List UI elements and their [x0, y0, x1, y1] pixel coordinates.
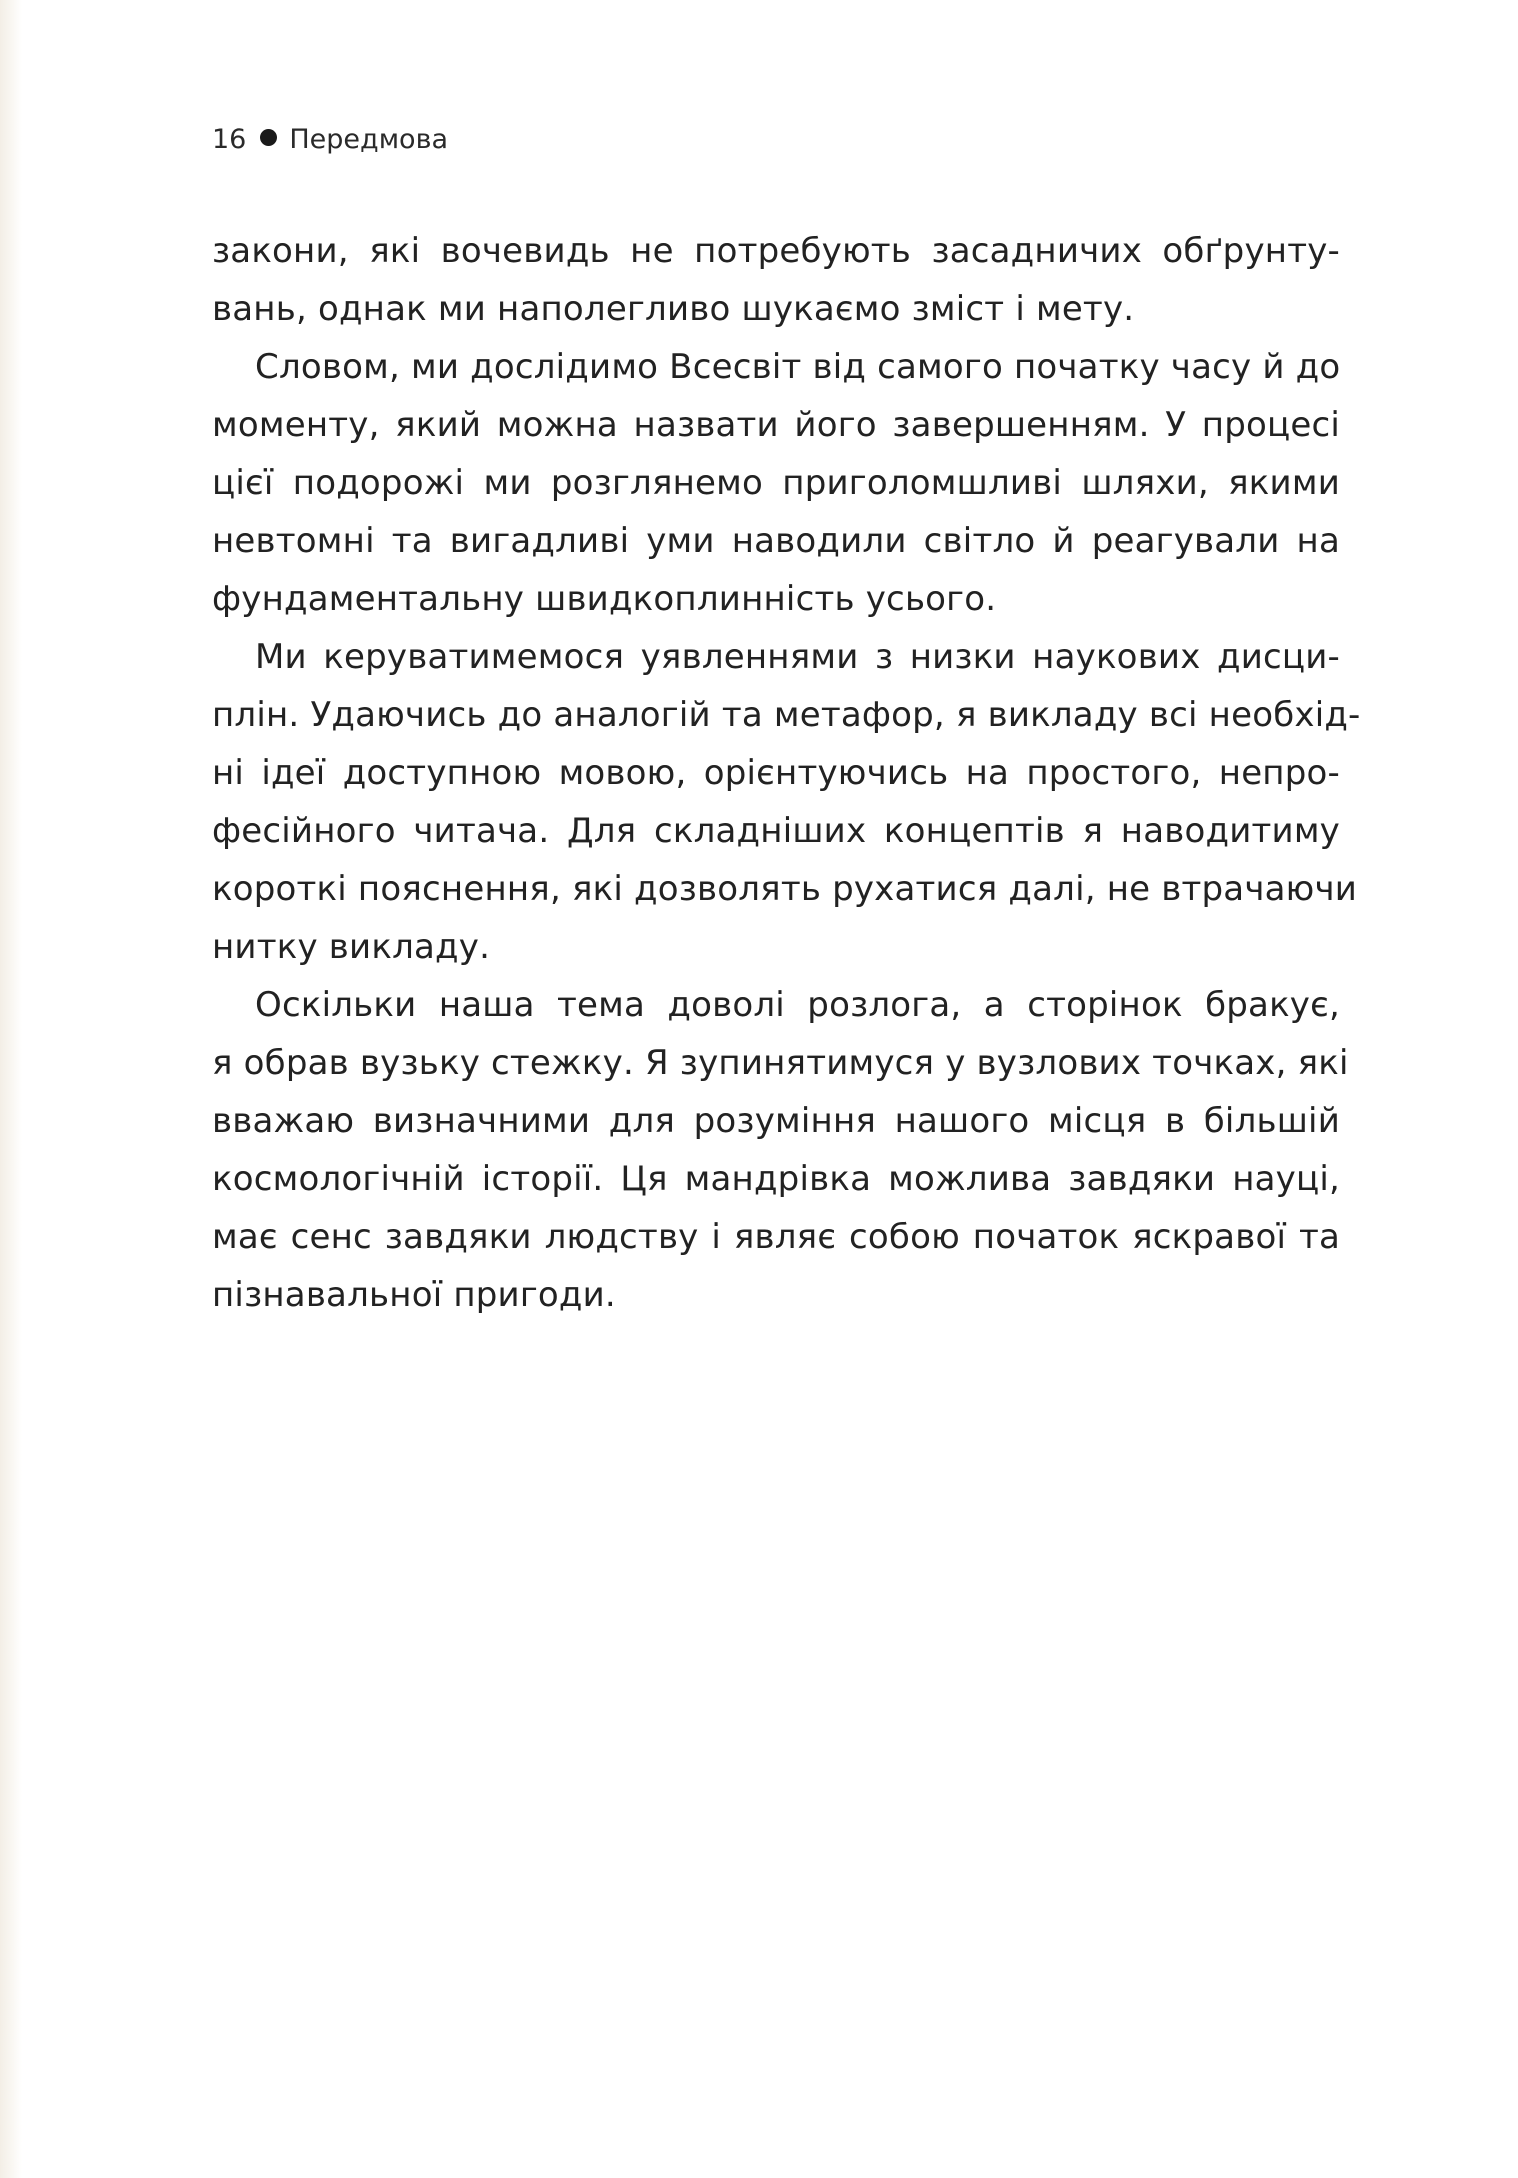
text-line: фесійного читача. Для складніших концептів я наводитиму — [212, 811, 1340, 851]
text-line: моменту, який можна назвати його завершенням. У процесі — [212, 405, 1340, 445]
text-line: нитку викладу. — [212, 927, 491, 967]
paragraph — [212, 338, 1340, 628]
text-line: закони, які вочевидь не потребують засадничих обґрунту- — [212, 231, 1340, 271]
text-line: пізнавальної пригоди. — [212, 1275, 616, 1315]
text-line: я обрав вузьку стежку. Я зупинятимуся у вузлових точках, які — [212, 1043, 1349, 1083]
text-line: Словом, ми дослідимо Всесвіт від самого початку часу й до — [255, 347, 1341, 387]
text-line: ні ідеї доступною мовою, орієнтуючись на простого, непро- — [212, 753, 1340, 793]
page-edge-shadow — [0, 0, 22, 2178]
text-line: Ми керуватимемося уявленнями з низки наукових дисци- — [255, 637, 1340, 677]
text-line: короткі пояснення, які дозволять рухатися далі, не втрачаючи — [212, 869, 1358, 909]
text-line: вань, однак ми наполегливо шукаємо зміст і мету. — [212, 289, 1135, 329]
text-line: цієї подорожі ми розглянемо приголомшливі шляхи, якими — [212, 463, 1340, 503]
body-text — [212, 222, 1361, 1324]
running-head — [212, 120, 448, 160]
paragraph — [212, 222, 1340, 338]
text-line: Оскільки наша тема доволі розлога, а сторінок бракує, — [255, 985, 1340, 1025]
paragraph — [212, 628, 1361, 976]
text-line: фундаментальну швидкоплинність усього. — [212, 579, 997, 619]
bullet-icon — [260, 129, 277, 146]
paragraph — [212, 976, 1349, 1324]
text-line: невтомні та вигадливі уми наводили світло й реагували на — [212, 521, 1340, 561]
section-title: Передмова — [289, 124, 449, 155]
text-line: має сенс завдяки людству і являє собою початок яскравої та — [212, 1217, 1340, 1257]
text-line: плін. Удаючись до аналогій та метафор, я викладу всі необхід- — [212, 695, 1361, 735]
text-line: космологічній історії. Ця мандрівка можлива завдяки науці, — [212, 1159, 1340, 1199]
page-number: 16 — [212, 124, 247, 155]
text-line: вважаю визначними для розуміння нашого місця в більшій — [212, 1101, 1340, 1141]
